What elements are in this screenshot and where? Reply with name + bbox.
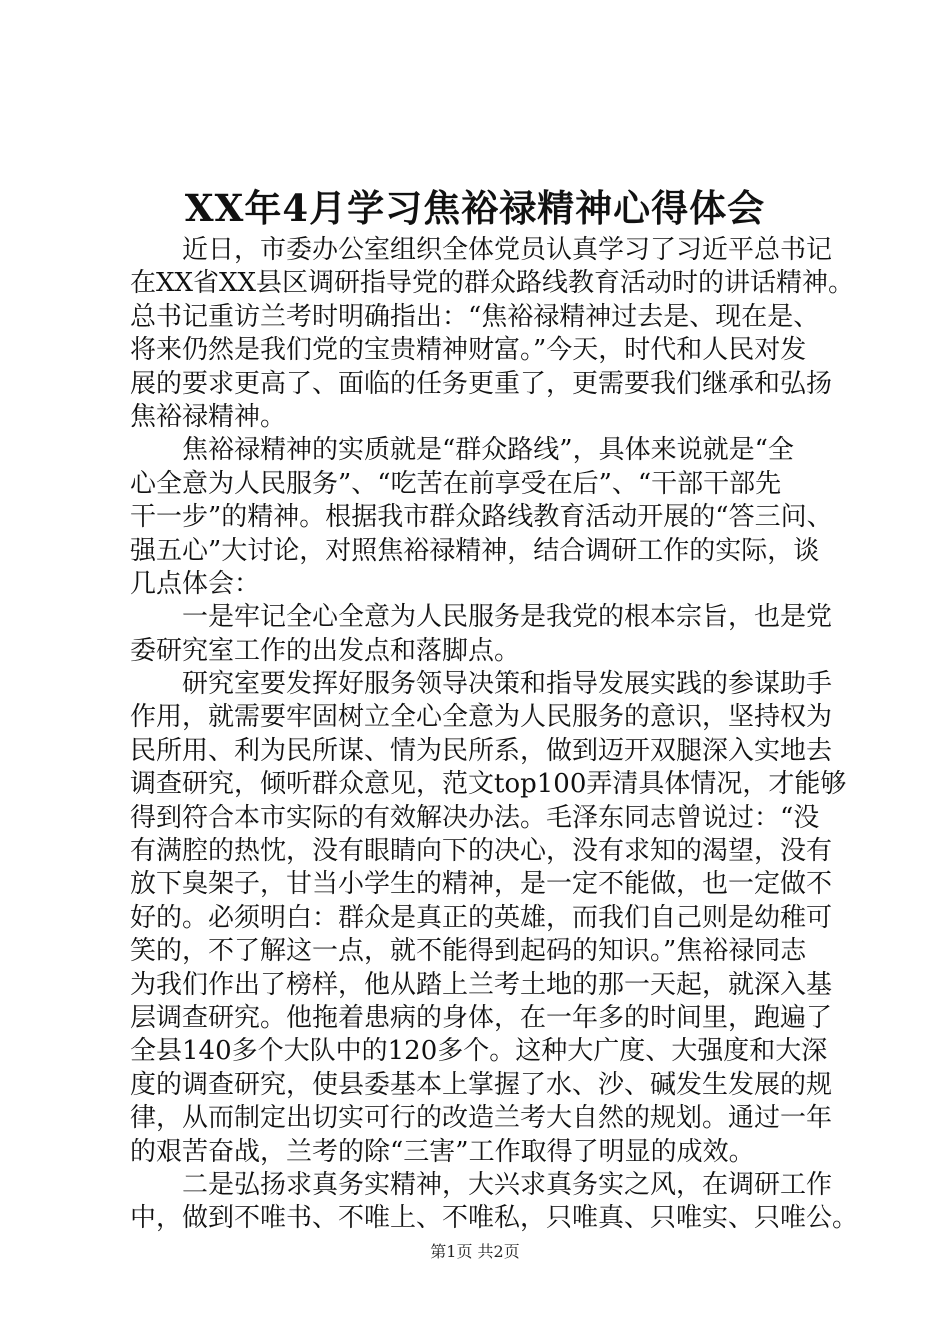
paragraph-1-line: 在XX省XX县区调研指导党的群众路线教育活动时的讲话精神。 xyxy=(130,268,855,299)
paragraph-4-line: 律，从而制定出切实可行的改造兰考大自然的规划。通过一年 xyxy=(130,1103,833,1134)
paragraph-4-line: 好的。必须明白：群众是真正的英雄，而我们自己则是幼稚可 xyxy=(130,902,833,933)
paragraph-3-line: 一是牢记全心全意为人民服务是我党的根本宗旨，也是党 xyxy=(182,602,833,633)
paragraph-1-line: 将来仍然是我们党的宝贵精神财富。”今天，时代和人民对发 xyxy=(130,335,807,366)
paragraph-4-line: 得到符合本市实际的有效解决办法。毛泽东同志曾说过：“没 xyxy=(130,802,820,833)
paragraph-1-line: 展的要求更高了、面临的任务更重了，更需要我们继承和弘扬 xyxy=(130,368,833,399)
paragraph-4-line: 民所用、利为民所谋、情为民所系，做到迈开双腿深入实地去 xyxy=(130,735,833,766)
paragraph-4-line: 的艰苦奋战，兰考的除“三害”工作取得了明显的成效。 xyxy=(130,1136,755,1167)
paragraph-2-line: 心全意为人民服务”、“吃苦在前享受在后”、“干部干部先 xyxy=(130,468,782,499)
document-body xyxy=(130,234,859,1236)
paragraph-1-line: 近日，市委办公室组织全体党员认真学习了习近平总书记 xyxy=(182,235,833,265)
paragraph-5-line: 中，做到不唯书、不唯上、不唯私，只唯真、只唯实、只唯公。 xyxy=(130,1203,859,1234)
paragraph-5-line: 二是弘扬求真务实精神，大兴求真务实之风，在调研工作 xyxy=(182,1169,833,1200)
paragraph-1-line: 焦裕禄精神。 xyxy=(130,401,287,432)
document-title: XX年4月学习焦裕禄精神心得体会 xyxy=(184,186,766,230)
page-footer: 第1页 共2页 xyxy=(430,1242,520,1261)
paragraph-2-line: 几点体会： xyxy=(130,568,261,599)
paragraph-4-line: 调查研究，倾听群众意见，范文top100弄清具体情况，才能够 xyxy=(130,769,847,800)
paragraph-4-line: 研究室要发挥好服务领导决策和指导发展实践的参谋助手 xyxy=(182,669,833,700)
paragraph-2-line: 干一步”的精神。根据我市群众路线教育活动开展的“答三问、 xyxy=(130,502,833,533)
paragraph-4-line: 为我们作出了榜样，他从踏上兰考土地的那一天起，就深入基 xyxy=(130,969,833,1000)
paragraph-4-line: 作用，就需要牢固树立全心全意为人民服务的意识，坚持权为 xyxy=(130,702,833,733)
paragraph-1-line: 总书记重访兰考时明确指出：“焦裕禄精神过去是、现在是、 xyxy=(130,301,820,332)
paragraph-4-line: 笑的，不了解这一点，就不能得到起码的知识。”焦裕禄同志 xyxy=(130,936,807,967)
paragraph-4-line: 度的调查研究，使县委基本上掌握了水、沙、碱发生发展的规 xyxy=(130,1069,833,1100)
paragraph-4-line: 全县140多个大队中的120多个。这种大广度、大强度和大深 xyxy=(130,1036,828,1067)
paragraph-2-line: 焦裕禄精神的实质就是“群众路线”，具体来说就是“全 xyxy=(182,435,794,466)
paragraph-4-line: 放下臭架子，甘当小学生的精神，是一定不能做，也一定做不 xyxy=(130,869,833,900)
paragraph-4-line: 层调查研究。他拖着患病的身体，在一年多的时间里，跑遍了 xyxy=(130,1002,833,1033)
paragraph-2-line: 强五心”大讨论，对照焦裕禄精神，结合调研工作的实际，谈 xyxy=(130,535,820,566)
paragraph-3-line: 委研究室工作的出发点和落脚点。 xyxy=(130,635,521,666)
paragraph-4-line: 有满腔的热忱，没有眼睛向下的决心，没有求知的渴望，没有 xyxy=(130,836,833,867)
